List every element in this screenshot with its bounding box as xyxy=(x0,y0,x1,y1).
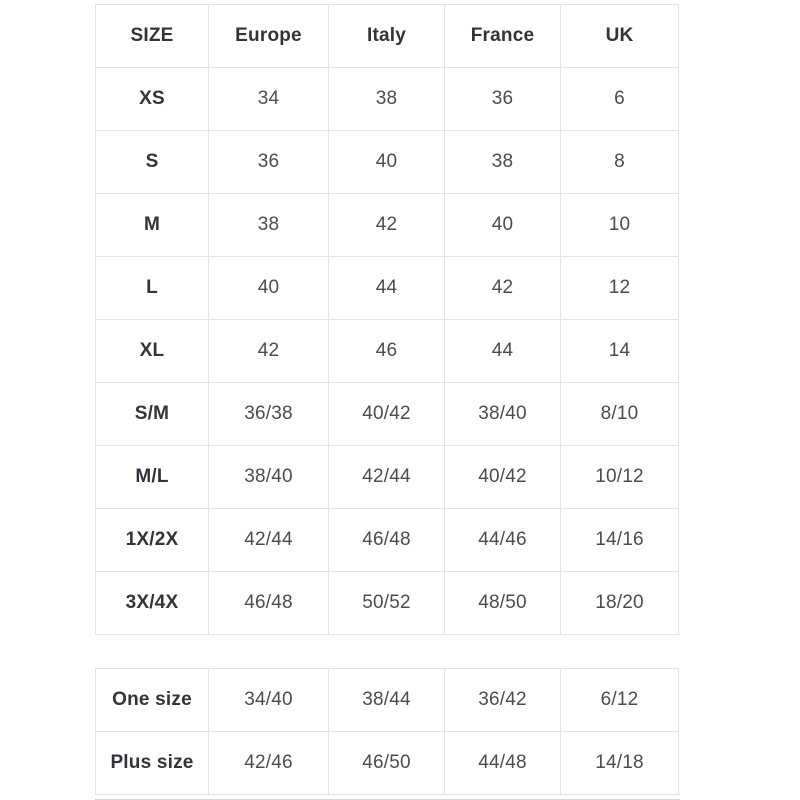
cell-france: 42 xyxy=(445,257,561,320)
column-header-europe: Europe xyxy=(209,5,329,68)
column-header-size: SIZE xyxy=(96,5,209,68)
cell-europe: 36 xyxy=(209,131,329,194)
table-row-xl xyxy=(96,320,679,383)
cell-italy: 38 xyxy=(329,68,445,131)
cell-uk: 10/12 xyxy=(561,446,679,509)
cell-europe: 40 xyxy=(209,257,329,320)
column-header-uk: UK xyxy=(561,5,679,68)
table-row-m-l xyxy=(96,446,679,509)
cell-europe: 34/40 xyxy=(209,669,329,732)
cell-italy: 42/44 xyxy=(329,446,445,509)
row-label: XS xyxy=(96,68,209,131)
row-label: M xyxy=(96,194,209,257)
cell-france: 38/40 xyxy=(445,383,561,446)
cell-uk: 10 xyxy=(561,194,679,257)
table-header-row xyxy=(96,5,679,68)
cell-europe: 34 xyxy=(209,68,329,131)
cell-italy: 42 xyxy=(329,194,445,257)
cell-europe: 46/48 xyxy=(209,572,329,635)
cell-uk: 18/20 xyxy=(561,572,679,635)
column-header-italy: Italy xyxy=(329,5,445,68)
row-label: S/M xyxy=(96,383,209,446)
table-row-s-m xyxy=(96,383,679,446)
cell-europe: 42/46 xyxy=(209,732,329,795)
row-label: S xyxy=(96,131,209,194)
cell-france: 44/48 xyxy=(445,732,561,795)
cell-italy: 50/52 xyxy=(329,572,445,635)
cell-italy: 40 xyxy=(329,131,445,194)
cell-europe: 38 xyxy=(209,194,329,257)
cell-france: 40/42 xyxy=(445,446,561,509)
row-label: 1X/2X xyxy=(96,509,209,572)
cell-uk: 14/16 xyxy=(561,509,679,572)
cell-europe: 36/38 xyxy=(209,383,329,446)
cell-france: 44/46 xyxy=(445,509,561,572)
table-row-l xyxy=(96,257,679,320)
cell-uk: 14 xyxy=(561,320,679,383)
cell-france: 38 xyxy=(445,131,561,194)
cell-france: 44 xyxy=(445,320,561,383)
cell-italy: 40/42 xyxy=(329,383,445,446)
row-label: One size xyxy=(96,669,209,732)
row-label: Plus size xyxy=(96,732,209,795)
column-header-france: France xyxy=(445,5,561,68)
cell-europe: 38/40 xyxy=(209,446,329,509)
cell-uk: 12 xyxy=(561,257,679,320)
cell-france: 36 xyxy=(445,68,561,131)
cell-italy: 44 xyxy=(329,257,445,320)
cell-italy: 38/44 xyxy=(329,669,445,732)
size-conversion-table xyxy=(95,4,679,635)
cell-france: 40 xyxy=(445,194,561,257)
table-row-xs xyxy=(96,68,679,131)
cell-europe: 42 xyxy=(209,320,329,383)
table-row-3x-4x xyxy=(96,572,679,635)
row-label: XL xyxy=(96,320,209,383)
table-row-one-size xyxy=(96,669,679,732)
cell-uk: 8 xyxy=(561,131,679,194)
table-row-s xyxy=(96,131,679,194)
table-row-m xyxy=(96,194,679,257)
cell-uk: 6 xyxy=(561,68,679,131)
cell-uk: 14/18 xyxy=(561,732,679,795)
cell-italy: 46/48 xyxy=(329,509,445,572)
cell-italy: 46/50 xyxy=(329,732,445,795)
row-label: L xyxy=(96,257,209,320)
cell-uk: 8/10 xyxy=(561,383,679,446)
table-row-1x-2x xyxy=(96,509,679,572)
one-size-plus-size-table xyxy=(95,668,679,795)
cell-italy: 46 xyxy=(329,320,445,383)
cell-france: 36/42 xyxy=(445,669,561,732)
cell-uk: 6/12 xyxy=(561,669,679,732)
table-row-plus-size xyxy=(96,732,679,795)
row-label: M/L xyxy=(96,446,209,509)
cell-france: 48/50 xyxy=(445,572,561,635)
cell-europe: 42/44 xyxy=(209,509,329,572)
row-label: 3X/4X xyxy=(96,572,209,635)
